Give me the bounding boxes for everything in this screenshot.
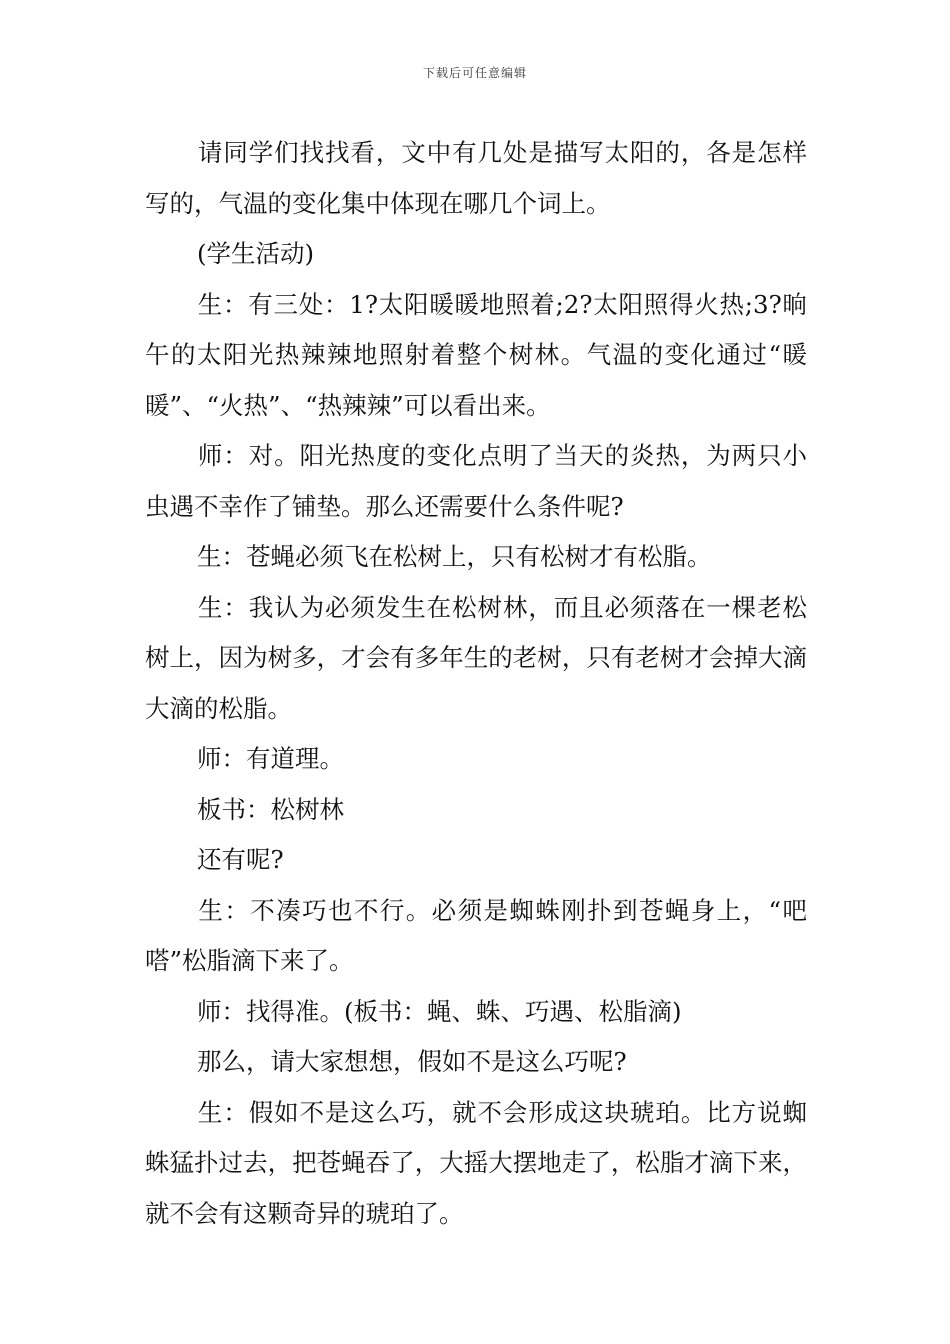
document-body — [145, 128, 807, 1239]
paragraph: 生：苍蝇必须飞在松树上，只有松树才有松脂。 — [197, 542, 712, 571]
page-header: 下载后可任意编辑 — [422, 66, 527, 80]
paragraph: 师：找得准。(板书：蝇、蛛、巧遇、松脂滴) — [197, 996, 682, 1026]
paragraph: (学生活动) — [197, 239, 315, 268]
paragraph: 生：我认为必须发生在松树林，而且必须落在一棵老松树上，因为树多，才会有多年生的老树，只有老树才会掉大滴大滴的松脂。 — [145, 592, 807, 723]
paragraph: 那么，请大家想想，假如不是这么巧呢? — [197, 1047, 627, 1076]
paragraph: 板书：松树林 — [197, 794, 344, 824]
paragraph: 生：假如不是这么巧，就不会形成这块琥珀。比方说蜘蛛猛扑过去，把苍蝇吞了，大摇大摆地走了，松脂才滴下来，就不会有这颗奇异的琥珀了。 — [145, 1097, 807, 1228]
paragraph: 生：不凑巧也不行。必须是蜘蛛刚扑到苍蝇身上，“吧嗒”松脂滴下来了。 — [145, 895, 807, 975]
paragraph: 生：有三处：1?太阳暖暖地照着;2?太阳照得火热;3?晌午的太阳光热辣辣地照射着整个树林。气温的变化通过“暖暖”、“火热”、“热辣辣”可以看出来。 — [145, 289, 807, 420]
paragraph: 请同学们找找看，文中有几处是描写太阳的，各是怎样写的，气温的变化集中体现在哪几个词上。 — [145, 138, 807, 218]
paragraph: 师：对。阳光热度的变化点明了当天的炎热，为两只小虫遇不幸作了铺垫。那么还需要什么条件呢? — [145, 441, 807, 521]
paragraph: 还有呢? — [197, 845, 284, 874]
paragraph: 师：有道理。 — [197, 744, 344, 773]
